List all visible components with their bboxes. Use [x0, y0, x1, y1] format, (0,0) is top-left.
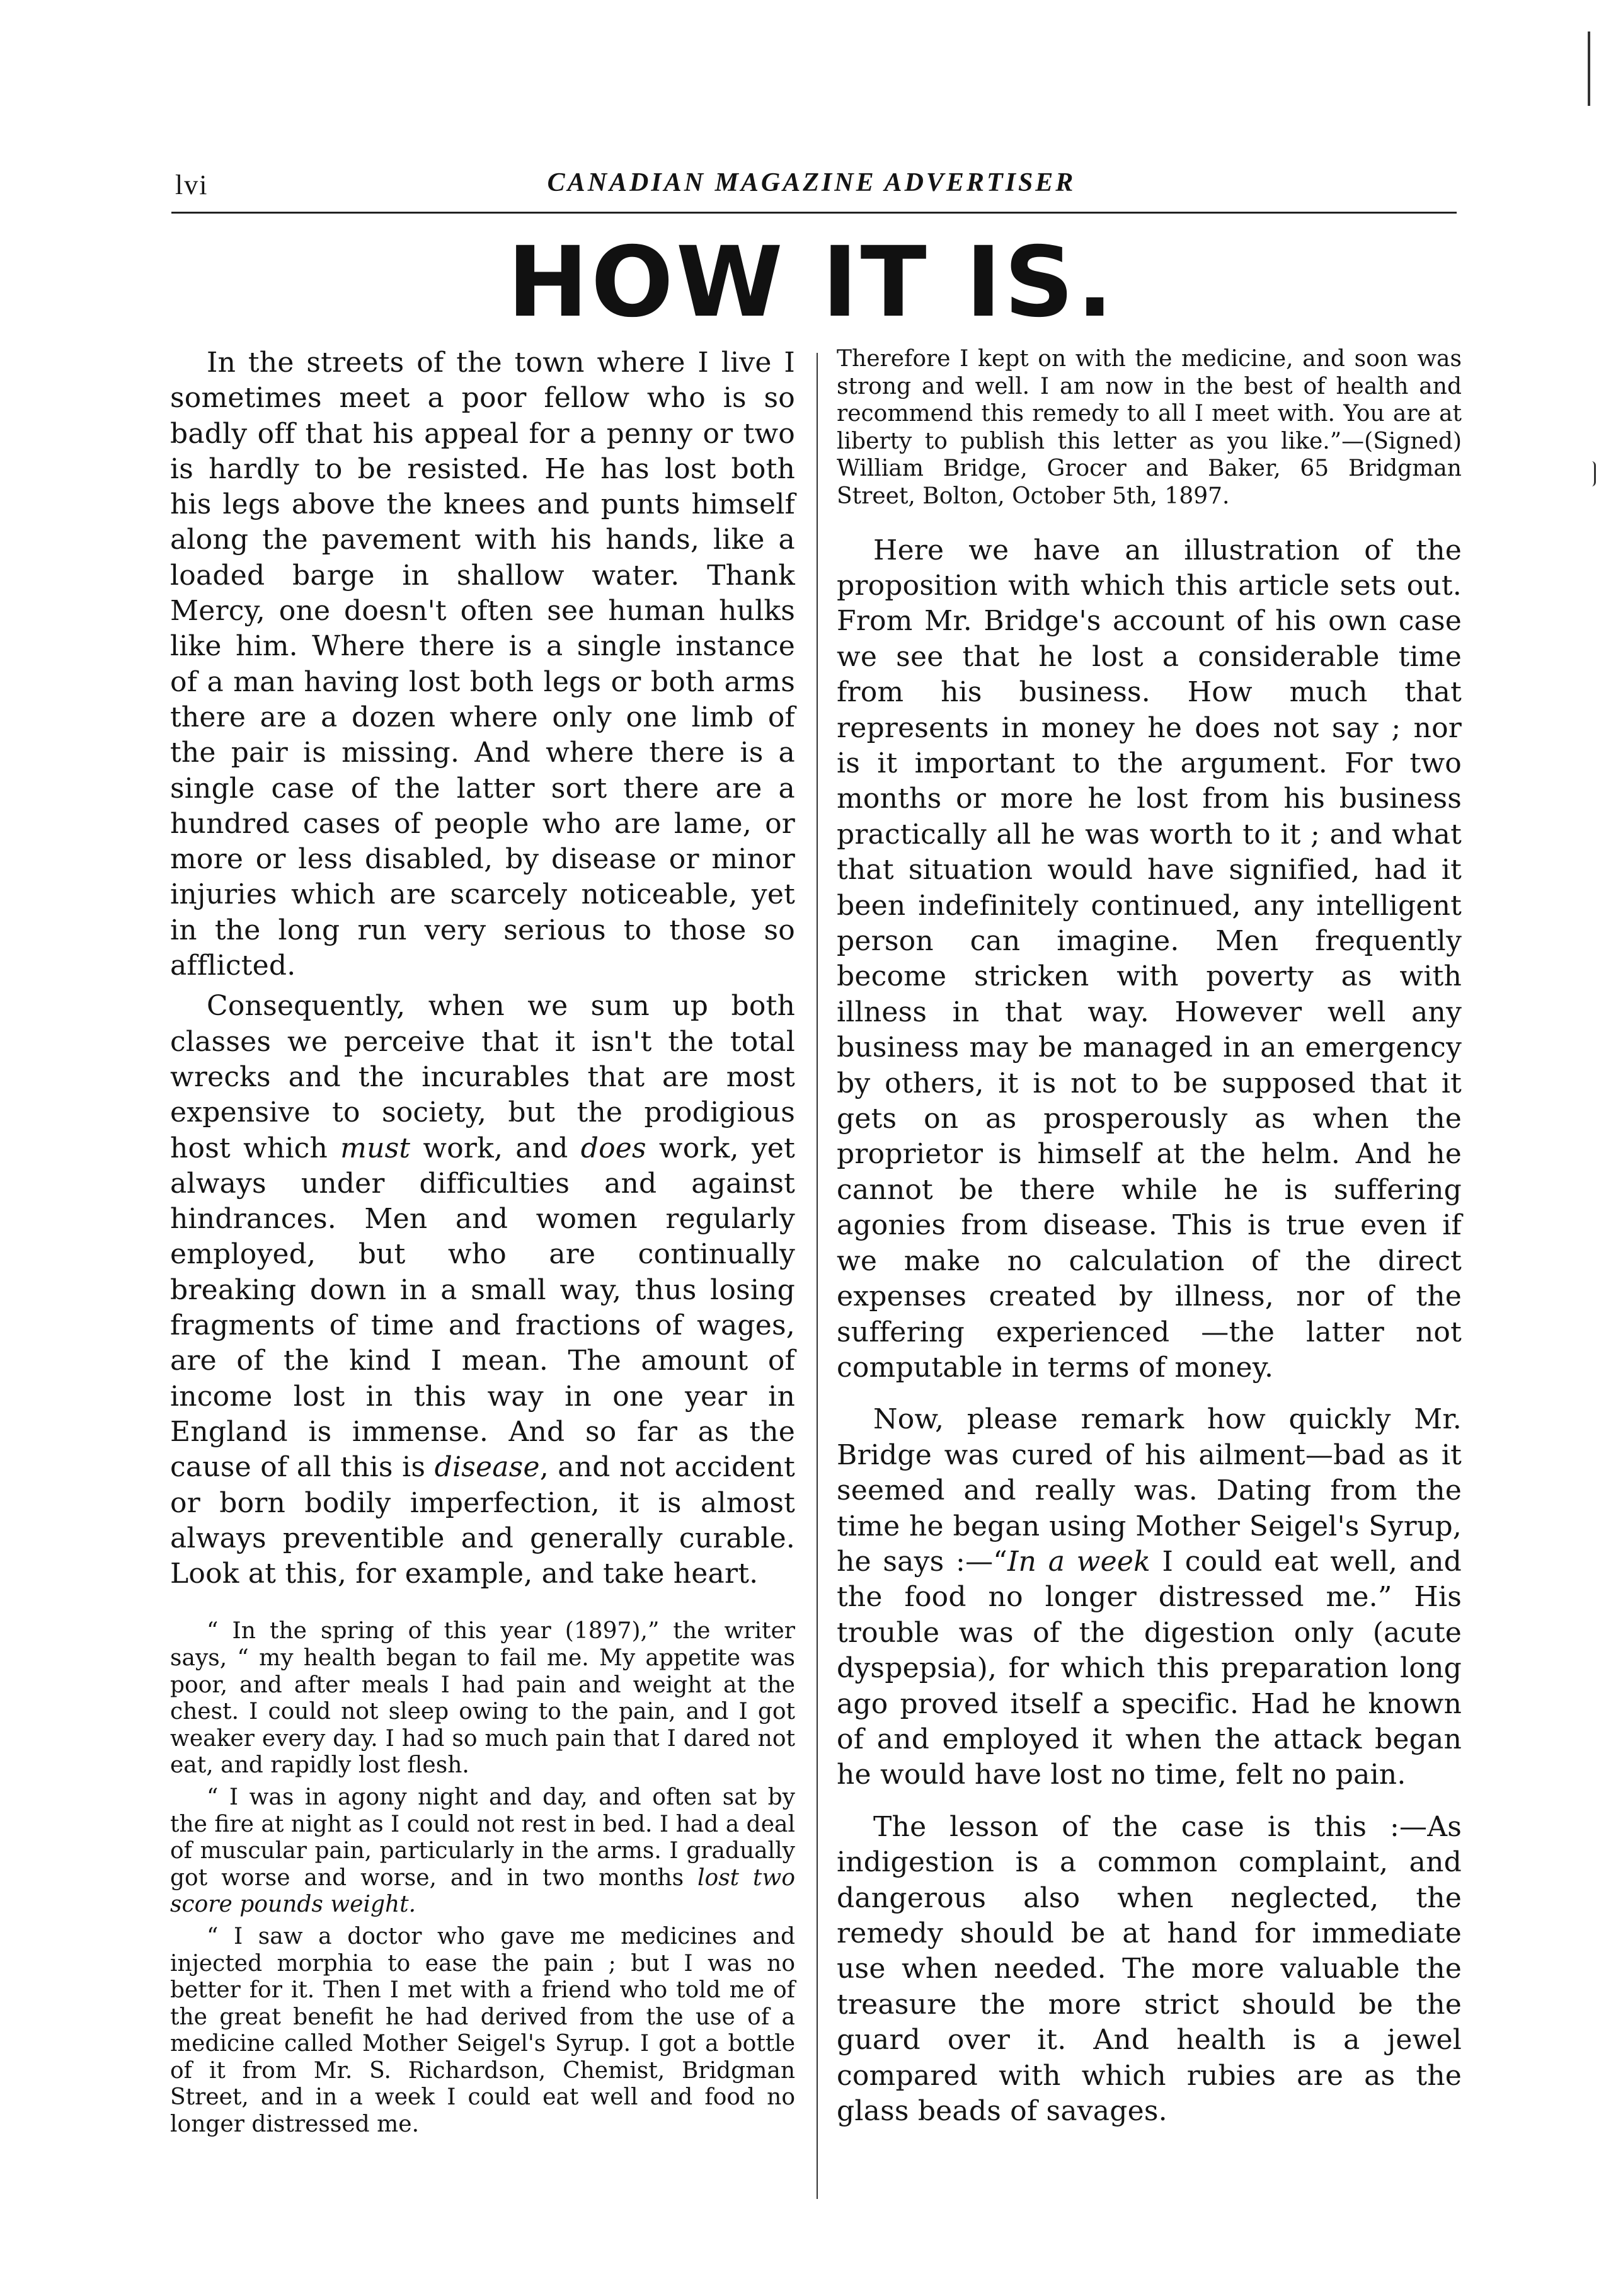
text-run: work, yet always under difficulties and against hindrances. Men and women regularly employed, but who are continually breaking down in a small way, thus losing fragments of time and fractions of wages, are of the kind I mean. The amount of income lost in this way in one year in England is immense. And so far as the cause of all this is	[170, 1132, 795, 1484]
right-column	[837, 345, 1462, 2129]
emphasis-in-a-week: In a week	[1007, 1545, 1150, 1578]
article-title: HOW IT IS.	[507, 226, 1116, 339]
margin-mark-middle	[1591, 461, 1596, 486]
emphasis-weight: lost two score pounds weight.	[170, 1864, 796, 1918]
text-run: “ I was in agony night and day, and often sat by the fire at night as I could not rest in bed. I had a deal of muscular pain, particularly in the arms. I gradually got worse and worse, and in two months	[170, 1784, 795, 1891]
page-folio: lvi	[175, 169, 209, 200]
paragraph-intro: In the streets of the town where I live I sometimes meet a poor fellow who is so badly off that his appeal for a penny or two is hardly to be resisted. He has lost both his legs above the knees and punts himself along the pavement with his hands, like a loaded barge in shallow water. Thank Mercy, one doesn't often see human hulks like him. Where there is a single instance of a man having lost both legs or both arms there are a dozen where only one limb of the pair is missing. And where there is a single case of the latter sort there are a hundred cases of people who are lame, or more or less disabled, by disease or minor injuries which are scarcely noticeable, yet in the long run very serious to those so afflicted.	[170, 347, 795, 982]
letter-conclusion: Therefore I kept on with the medicine, and soon was strong and well. I am now in the best of health and recommend this remedy to all I meet with. You are at liberty to publish this letter as you like.”—(Signed) William Bridge, Grocer and Baker, 65 Bridgman Street, Bolton, October 5th, 1897.	[837, 346, 1462, 509]
letter-paragraph-3: “ I saw a doctor who gave me medicines and injected morphia to ease the pain ; but I was no better for it. Then I met with a friend who told me of the great benefit he had derived from the use of a medicine called Mother Seigel's Syrup. I got a bottle of it from Mr. S. Richardson, Chemist, Bridgman Street, and in a week I could eat well and food no longer distressed me.	[170, 1923, 795, 2138]
letter-paragraph-2	[170, 1784, 795, 1919]
letter-paragraph-1: “ In the spring of this year (1897),” the writer says, “ my health began to fail me. My appetite was poor, and after meals I had pain and weight at the chest. I could not sleep owing to the pain, and I got weaker every day. I had so much pain that I dared not eat, and rapidly lost flesh.	[170, 1618, 795, 1779]
emphasis-does: does	[580, 1132, 646, 1164]
running-head: CANADIAN MAGAZINE ADVERTISER	[547, 168, 1076, 197]
paragraph-lesson: The lesson of the case is this :—As indigestion is a common complaint, and dangerous also when neglected, the remedy should be at hand for immediate use when needed. The more valuable the treasure the more strict should be the guard over it. And health is a jewel compared with which rubies are as the glass beads of savages.	[837, 1810, 1462, 2128]
emphasis-disease: disease	[434, 1451, 540, 1484]
text-run: Consequently, when we sum up both classes we perceive that it isn't the total wrecks and the incurables that are most expensive to society, but the prodigious host which	[170, 990, 795, 1164]
emphasis-must: must	[340, 1132, 411, 1164]
paragraph-consequently	[170, 989, 795, 1592]
margin-mark-top	[1588, 32, 1590, 106]
text-run: work, and	[410, 1132, 581, 1164]
paragraph-illustration: Here we have an illustration of the proposition with which this article sets out. From Mr. Bridge's account of his own case we see that he lost a considerable time from his business. How much that represents in money he does not say ; nor is it important to the argument. For two months or more he lost from his business practically all he was worth to it ; and what that situation would have signified, had it been indefinitely continued, any intelligent person can imagine. Men frequently become stricken with poverty as with illness in that way. However well any business may be managed in an emergency by others, it is not to be supposed that it gets on as prosperously as when the proprietor is himself at the helm. And he cannot be there while he is suffering agonies from disease. This is true even if we make no calculation of the direct expenses created by illness, nor of the suffering experienced —the latter not computable in terms of money.	[837, 534, 1462, 1384]
text-run: I could eat well, and the food no longer distressed me.” His trouble was of the digestion only (acute dyspepsia), for which this preparation long ago proved itself a specific. Had he known of and employed it when the attack began he would have lost no time, felt no pain.	[837, 1545, 1462, 1791]
paragraph-cured	[837, 1402, 1462, 1793]
column-divider	[817, 353, 818, 2199]
header-rule	[171, 212, 1457, 214]
text-run: , and not accident or born bodily imperfection, it is almost always preventible and generally curable. Look at this, for example, and take heart.	[170, 1451, 795, 1590]
left-column	[170, 345, 795, 2138]
text-run: Now, please remark how quickly Mr. Bridge was cured of his ailment—bad as it seemed and really was. Dating from the time he began using Mother Seigel's Syrup, he says :—“	[837, 1403, 1462, 1578]
